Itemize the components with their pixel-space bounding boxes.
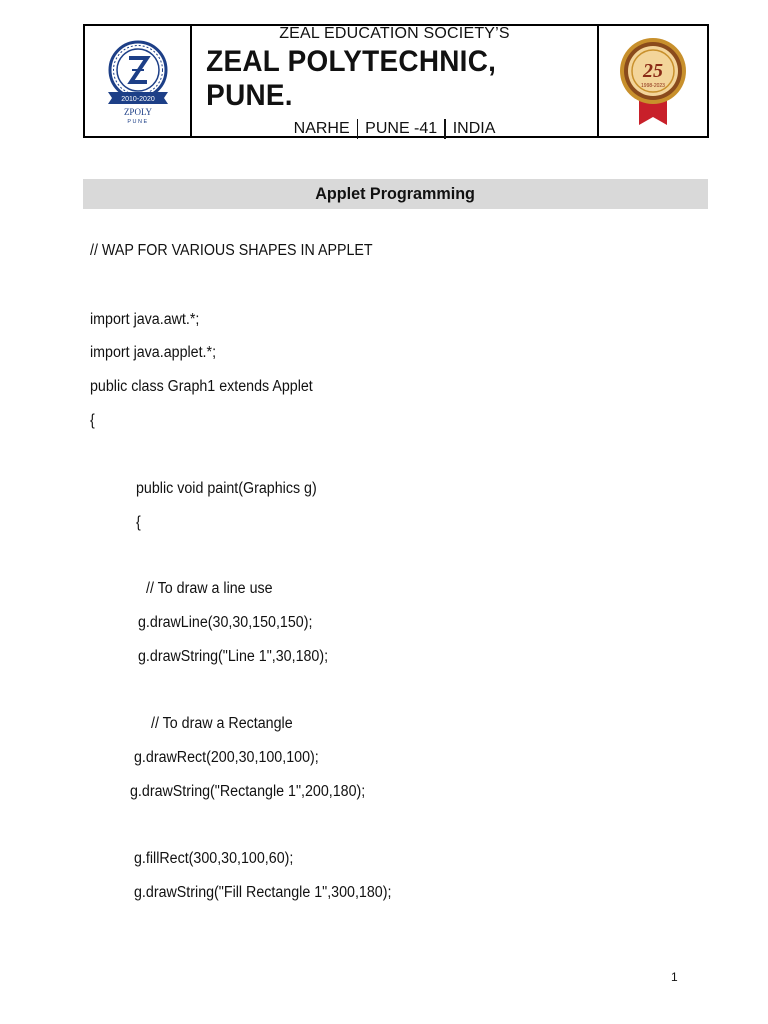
address-line xyxy=(294,119,496,139)
code-line: g.drawRect(200,30,100,100); xyxy=(134,749,319,766)
letterhead xyxy=(83,24,709,138)
code-line: g.drawLine(30,30,150,150); xyxy=(138,614,313,631)
code-line: import java.applet.*; xyxy=(90,344,217,361)
zeal-logo-cell xyxy=(85,26,192,136)
section-title: Applet Programming xyxy=(315,184,476,203)
code-line: { xyxy=(136,514,141,531)
code-line: g.drawString("Line 1",30,180); xyxy=(138,648,329,665)
address-area: NARHE xyxy=(293,120,350,137)
code-line: import java.awt.*; xyxy=(90,311,200,328)
code-comment-title: // WAP FOR VARIOUS SHAPES IN APPLET xyxy=(90,242,373,259)
address-city: PUNE -41 xyxy=(365,120,438,137)
address-separator xyxy=(444,119,446,139)
address-separator xyxy=(357,119,359,139)
code-line: g.drawString("Fill Rectangle 1",300,180); xyxy=(134,884,392,901)
logo-subtext: PUNE xyxy=(126,119,149,125)
section-header xyxy=(83,179,708,209)
anniversary-badge-icon xyxy=(617,33,689,129)
logo-years: 2010-2020 xyxy=(120,96,155,103)
badge-number: 25 xyxy=(643,60,663,82)
code-line: g.drawString("Rectangle 1",200,180); xyxy=(130,783,366,800)
logo-text: ZPOLY xyxy=(123,107,152,117)
code-line: g.fillRect(300,30,100,60); xyxy=(134,850,294,867)
anniversary-badge-cell xyxy=(597,26,707,136)
page-number: 1 xyxy=(671,970,678,984)
code-line: { xyxy=(90,412,95,429)
code-line: public class Graph1 extends Applet xyxy=(90,378,313,395)
zeal-logo-icon xyxy=(98,36,178,126)
college-name: ZEAL POLYTECHNIC, PUNE. xyxy=(206,45,497,112)
badge-years: 1998-2023 xyxy=(641,83,665,89)
letterhead-title xyxy=(192,26,597,136)
society-name: ZEAL EDUCATION SOCIETY’S xyxy=(279,25,510,42)
address-country: INDIA xyxy=(452,120,496,137)
code-line: // To draw a Rectangle xyxy=(151,715,293,732)
code-line: public void paint(Graphics g) xyxy=(136,480,317,497)
code-line: // To draw a line use xyxy=(146,580,273,597)
